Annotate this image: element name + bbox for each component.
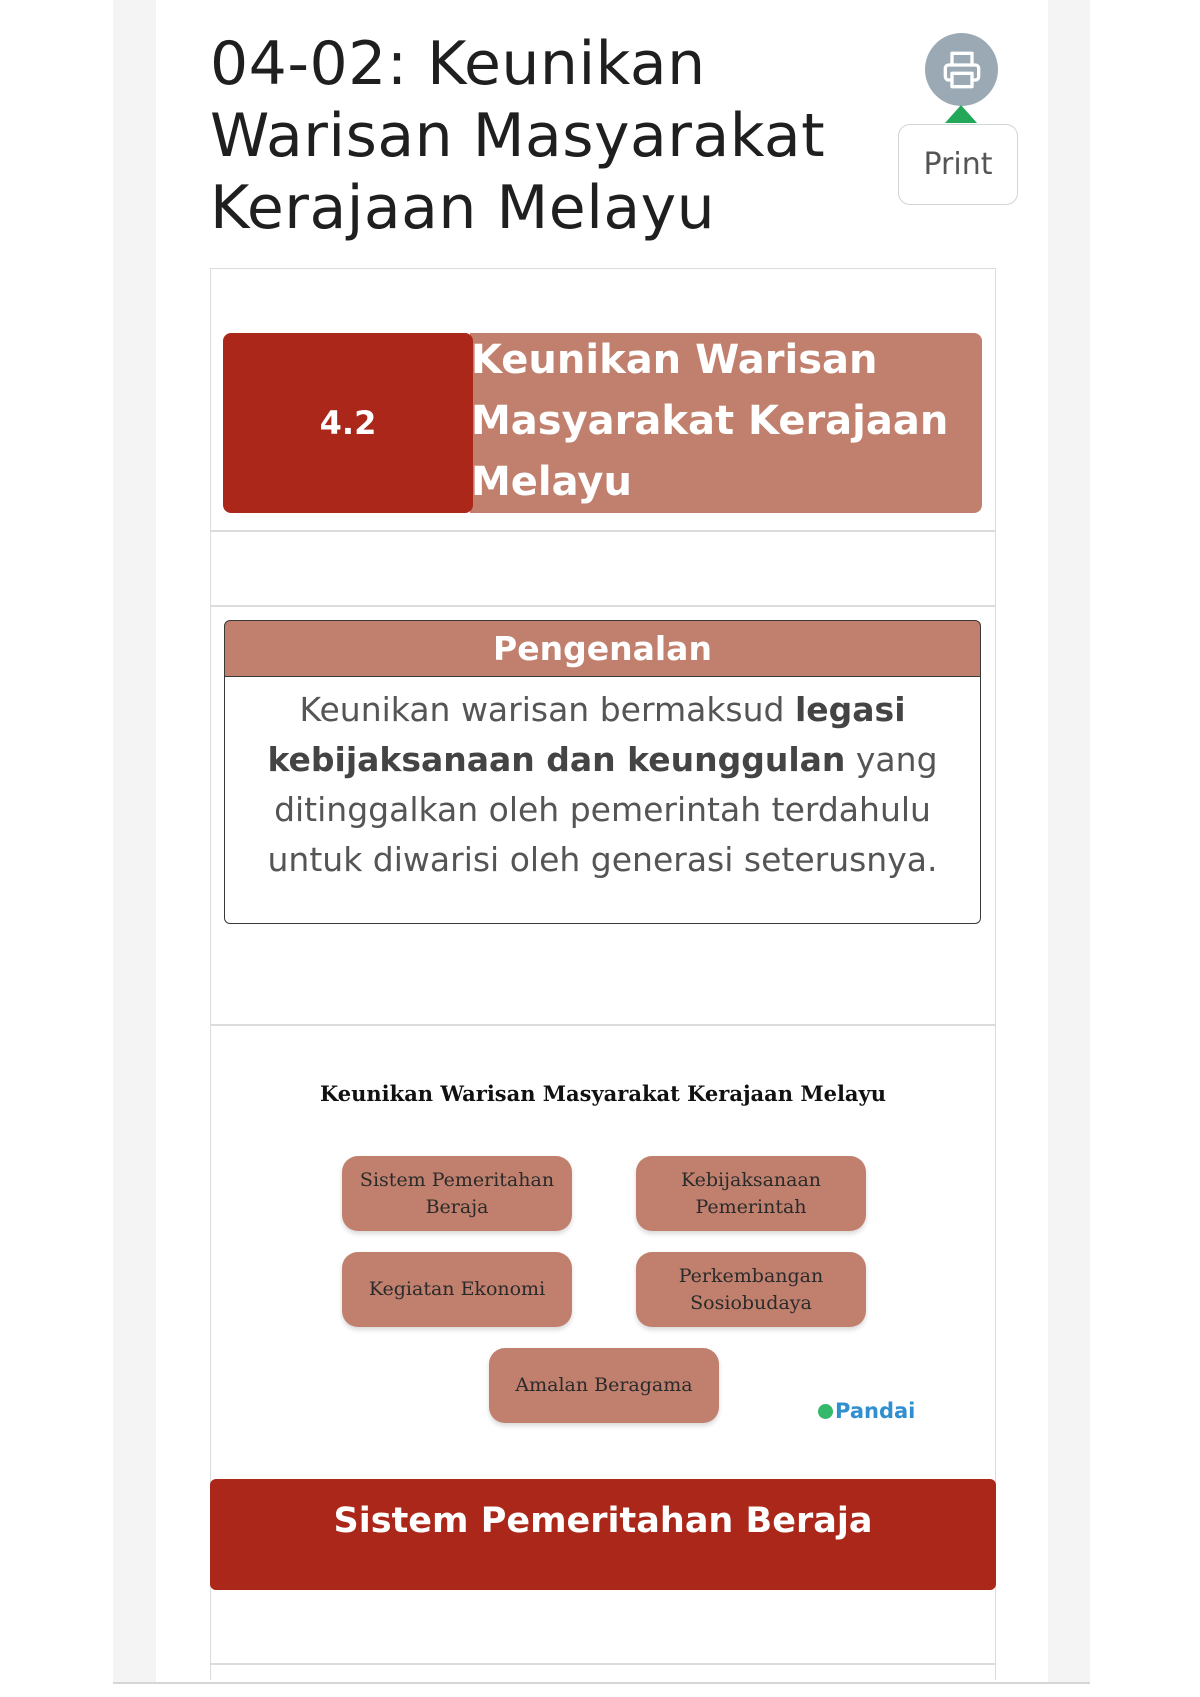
intro-box: [224, 677, 981, 924]
item-sistem-pemeritahan-beraja: Sistem Pemeritahan Beraja: [342, 1156, 572, 1231]
intro-text-start: Keunikan warisan bermaksud: [299, 690, 795, 729]
print-control: [898, 33, 1020, 209]
item-kegiatan-ekonomi: Kegiatan Ekonomi: [342, 1252, 572, 1327]
pandai-label: Pandai: [835, 1399, 916, 1423]
subsection-banner: Sistem Pemeritahan Beraja: [210, 1479, 996, 1590]
item-perkembangan-sosiobudaya: Perkembangan Sosiobudaya: [636, 1252, 866, 1327]
right-gutter: [1048, 0, 1090, 1682]
intro-text-end: yang ditinggalkan oleh pemerintah terdahulu untuk diwarisi oleh generasi seterusnya.: [267, 740, 938, 879]
page-title: 04-02: Keunikan Warisan Masyarakat Kerajaan Melayu: [210, 29, 826, 243]
printer-icon: [942, 50, 982, 90]
infographic-title: Keunikan Warisan Masyarakat Kerajaan Melayu: [319, 1081, 886, 1106]
item-amalan-beragama: Amalan Beragama: [489, 1348, 719, 1423]
print-button[interactable]: Print: [898, 124, 1018, 205]
intro-text-bold: legasi kebijaksanaan dan keunggulan: [267, 690, 906, 779]
section-heading: Keunikan Warisan Masyarakat Kerajaan Melayu: [471, 337, 949, 505]
left-gutter: [113, 0, 156, 1682]
section-number: 4.2: [223, 333, 473, 513]
infographic: [212, 1025, 994, 1445]
divider: [210, 1663, 996, 1665]
intro-text: [225, 677, 980, 885]
intro-header: Pengenalan: [224, 620, 981, 677]
pandai-watermark: [818, 1399, 915, 1423]
item-kebijaksanaan-pemerintah: Kebijaksanaan Pemerintah: [636, 1156, 866, 1231]
print-icon-button[interactable]: [925, 33, 998, 106]
pandai-logo-icon: [818, 1404, 833, 1419]
tooltip-arrow: [945, 105, 977, 123]
divider: [210, 605, 996, 607]
divider: [210, 530, 996, 532]
bottom-border: [113, 1682, 1090, 1684]
